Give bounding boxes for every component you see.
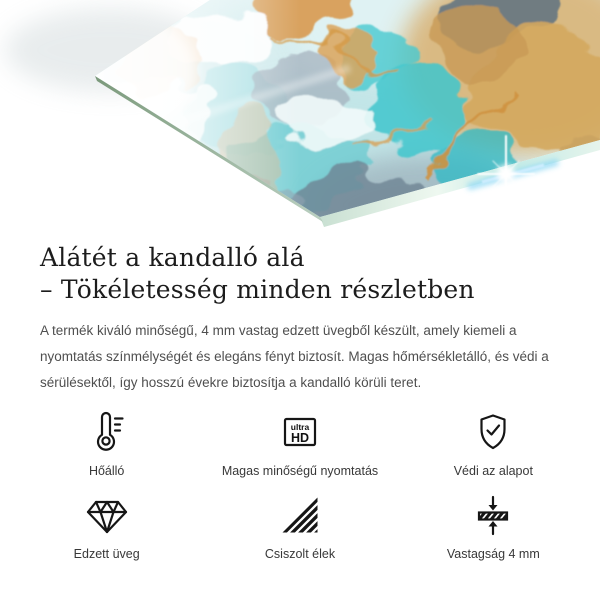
feature-polished-edges bbox=[203, 493, 396, 562]
product-description: A termék kiváló minőségű, 4 mm vastag edzett üvegből készült, amely kiemeli a nyomtatás színmélységét és elegáns fényt biztosít. Magas hőmérsékletálló, és védi a sérülésektől, így hosszú évekre biztosítja a kandalló körüli teret. bbox=[40, 323, 549, 390]
polished-edges-icon bbox=[278, 493, 322, 537]
page-title bbox=[40, 242, 560, 306]
feature-label: Hőálló bbox=[88, 464, 125, 478]
feature-label: Védi az alapot bbox=[453, 464, 533, 478]
feature-heat-resistant bbox=[10, 410, 203, 479]
svg-text:HD: HD bbox=[290, 431, 310, 445]
diamond-icon bbox=[85, 493, 129, 537]
feature-thickness bbox=[397, 493, 590, 562]
feature-label: Magas minőségű nyomtatás bbox=[221, 464, 379, 478]
feature-label: Vastagság 4 mm bbox=[446, 547, 540, 561]
features-grid bbox=[10, 410, 590, 562]
glass-panel-marble-image bbox=[0, 0, 600, 236]
product-photo bbox=[0, 0, 600, 236]
ultra-hd-icon bbox=[278, 410, 322, 454]
title-line-2: – Tökéletesség minden részletben bbox=[40, 275, 475, 304]
content-block bbox=[0, 242, 600, 562]
feature-tempered-glass bbox=[10, 493, 203, 562]
shield-check-icon bbox=[471, 410, 515, 454]
thermometer-icon bbox=[85, 410, 129, 454]
feature-print-quality bbox=[203, 410, 396, 479]
svg-text:ultra: ultra bbox=[290, 422, 310, 432]
thickness-compress-icon bbox=[471, 493, 515, 537]
feature-label: Edzett üveg bbox=[73, 547, 140, 561]
feature-label: Csiszolt élek bbox=[264, 547, 336, 561]
title-line-1: Alátét a kandalló alá bbox=[40, 243, 305, 272]
feature-protects-base bbox=[397, 410, 590, 479]
